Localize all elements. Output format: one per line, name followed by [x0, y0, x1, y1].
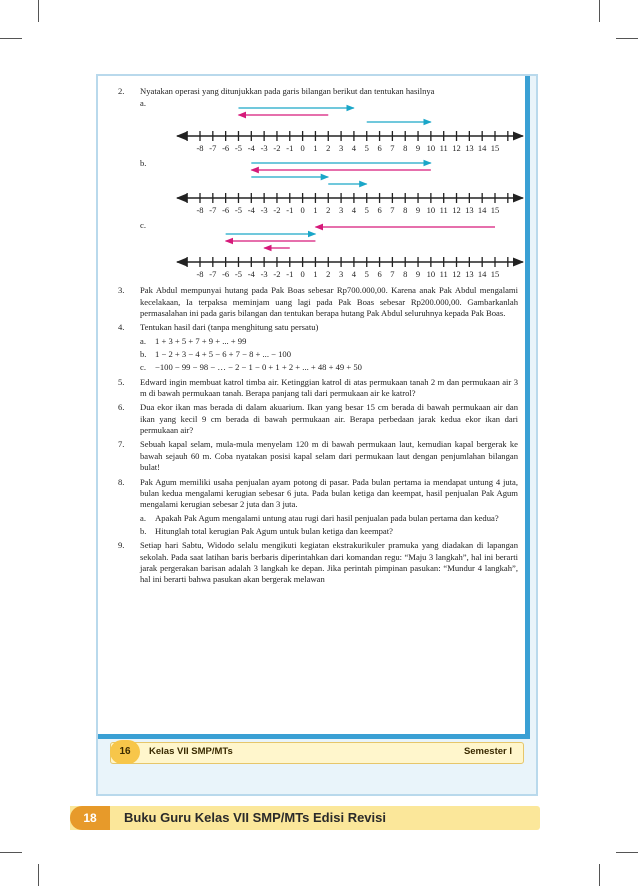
tick-label: 4: [351, 205, 357, 216]
tick-label: 0: [300, 269, 305, 280]
tick-label: 6: [377, 143, 382, 154]
tick-label: 15: [490, 269, 500, 280]
sub-text: Hitunglah total kerugian Pak Agum untuk bulan ketiga dan keempat?: [155, 525, 393, 536]
tick-label: 3: [338, 269, 344, 280]
sub-text: 1 − 2 + 3 − 4 + 5 − 6 + 7 − 8 + ... − 100: [155, 349, 292, 360]
tick-label: 7: [390, 205, 395, 216]
sub-text: 1 + 3 + 5 + 7 + 9 + ... + 99: [155, 335, 247, 346]
tick-label: 6: [377, 205, 382, 216]
question-text: Dua ekor ikan mas berada di dalam akuarium. Ikan yang besar 15 cm berada di bawah permukaan air dan ikan yang kecil 9 cm berada di bawah permukaan air. Berapa perbedaan jarak kedua ekor ikan dari permukaan air?: [140, 402, 518, 436]
tick-label: -5: [234, 143, 243, 154]
tick-label: -1: [286, 269, 294, 280]
question-3: [118, 285, 518, 319]
question-4: [118, 322, 518, 373]
number-line-svg: [155, 98, 535, 156]
sub-question: [140, 362, 518, 373]
tick-label: 8: [403, 269, 408, 280]
tick-label: 14: [477, 143, 487, 154]
question-number: 6.: [118, 402, 125, 413]
question-number: 7.: [118, 439, 125, 450]
tick-label: -1: [286, 143, 294, 154]
question-text: Tentukan hasil dari (tanpa menghitung satu persatu): [140, 322, 319, 333]
tick-label: 3: [338, 205, 344, 216]
sub-label: c.: [140, 362, 146, 373]
tick-label: -7: [209, 205, 217, 216]
question-text: Sebuah kapal selam, mula-mula menyelam 120 m di bawah permukaan laut, kemudian kapal bergerak ke bawah sejauh 60 m. Coba nyatakan posisi kapal selam dari permukaan laut dengan penjumlahan bilangan bulat!: [140, 439, 518, 473]
question-number: 4.: [118, 322, 125, 333]
tick-label: -8: [196, 205, 204, 216]
tick-label: 3: [338, 143, 344, 154]
tick-label: 2: [326, 269, 331, 280]
question-number: 9.: [118, 540, 125, 551]
question-number: 8.: [118, 476, 125, 487]
question-text: Pak Agum memiliki usaha penjualan ayam potong di pasar. Pada bulan pertama ia mendapat untung 4 juta, bulan kedua mengalami kerugian sebesar 6 juta. Pada bulan ketiga dan keempat, hasil penjualan Pak Agum mengalami kerugian sebesar 2 juta dan 3 juta.: [140, 476, 518, 510]
tick-label: -3: [260, 269, 268, 280]
question-9: [118, 540, 518, 585]
number-line-b: [140, 158, 518, 218]
tick-label: 9: [415, 205, 421, 216]
tick-label: 1: [313, 269, 318, 280]
tick-label: -6: [222, 205, 230, 216]
tick-label: -8: [196, 143, 204, 154]
question-6: [118, 402, 518, 436]
tick-label: -3: [260, 143, 268, 154]
tick-label: 8: [403, 143, 408, 154]
sub-label: a.: [140, 512, 146, 523]
tick-label: 5: [364, 205, 369, 216]
tick-label: -8: [196, 269, 204, 280]
tick-label: -5: [234, 269, 243, 280]
question-number: 5.: [118, 376, 125, 387]
sub-label: b.: [140, 525, 147, 536]
sub-label: b.: [140, 349, 147, 360]
sub-question: [140, 513, 518, 524]
tick-label: -3: [260, 205, 268, 216]
tick-label: 4: [351, 143, 357, 154]
tick-label: 9: [415, 269, 421, 280]
tick-label: 15: [490, 205, 500, 216]
tick-label: 7: [390, 269, 395, 280]
tick-label: 15: [490, 143, 500, 154]
tick-label: -2: [273, 205, 281, 216]
crop-mark: [599, 0, 600, 22]
tick-label: 11: [439, 269, 448, 280]
tick-label: 9: [415, 143, 421, 154]
crop-mark: [38, 864, 39, 886]
question-number: 3.: [118, 285, 125, 296]
question-8: [118, 477, 518, 538]
tick-label: 5: [364, 269, 369, 280]
tick-label: -6: [222, 269, 230, 280]
crop-mark: [0, 852, 22, 853]
tick-label: 5: [364, 143, 369, 154]
crop-mark: [0, 38, 22, 39]
number-line-a: [140, 98, 518, 156]
sub-label: a.: [140, 335, 146, 346]
tick-label: 6: [377, 269, 382, 280]
tick-label: 12: [452, 269, 461, 280]
tick-label: 7: [390, 143, 395, 154]
sub-text: −100 − 99 − 98 − … − 2 − 1 − 0 + 1 + 2 + ... + 48 + 49 + 50: [155, 362, 362, 373]
inner-page-number: 16: [110, 740, 140, 764]
tick-label: -2: [273, 269, 281, 280]
book-page-number: 18: [70, 806, 110, 830]
tick-label: 10: [426, 269, 436, 280]
tick-label: 4: [351, 269, 357, 280]
tick-label: -1: [286, 205, 294, 216]
tick-label: -5: [234, 205, 243, 216]
tick-label: 10: [426, 205, 436, 216]
question-text: Edward ingin membuat katrol timba air. Ketinggian katrol di atas permukaan tanah 2 m dan permukaan air 3 m di bawah permukaan tanah. Berapa panjang tali dari permukaan air ke katrol?: [140, 376, 518, 399]
inner-footer-semester: Semester I: [463, 746, 512, 757]
sub-question: [140, 336, 518, 347]
tick-label: 14: [477, 269, 487, 280]
crop-mark: [616, 852, 638, 853]
question-2: [118, 86, 518, 282]
book-title: Buku Guru Kelas VII SMP/MTs Edisi Revisi: [124, 810, 386, 825]
crop-mark: [599, 864, 600, 886]
sub-question: [140, 349, 518, 360]
sub-label: b.: [140, 158, 147, 169]
sub-label: a.: [140, 98, 146, 109]
tick-label: -4: [247, 205, 255, 216]
tick-label: 13: [465, 143, 474, 154]
tick-label: -2: [273, 143, 281, 154]
question-5: [118, 377, 518, 400]
tick-label: 8: [403, 205, 408, 216]
question-text: Nyatakan operasi yang ditunjukkan pada garis bilangan berikut dan tentukan hasilnya: [140, 86, 435, 96]
tick-label: 11: [439, 205, 448, 216]
tick-label: 0: [300, 205, 305, 216]
tick-label: 1: [313, 143, 318, 154]
number-line-c: [140, 220, 518, 282]
tick-label: 12: [452, 143, 461, 154]
crop-mark: [616, 38, 638, 39]
tick-label: 2: [326, 143, 331, 154]
question-text: Setiap hari Sabtu, Widodo selalu mengikuti kegiatan ekstrakurikuler pramuka yang diadakan di lapangan sekolah. Pada saat latihan baris berbaris diperintahkan dari komandan regu: “Maju 3 langkah”, hal ini berarti jarak pergerakan barisan adalah 3 langkah ke depan. Jika perintah pimpinan pasukan: “Mundur 4 langkah”, hal ini berarti bahwa pasukan akan bergerak melawan: [140, 540, 518, 585]
inner-footer-class: Kelas VII SMP/MTs: [149, 746, 233, 757]
tick-label: -6: [222, 143, 230, 154]
crop-mark: [38, 0, 39, 22]
question-number: 2.: [118, 86, 125, 96]
number-line-svg: [155, 220, 535, 282]
sub-text: Apakah Pak Agum mengalami untung atau rugi dari hasil penjualan pada bulan pertama dan kedua?: [155, 512, 499, 523]
tick-label: 11: [439, 143, 448, 154]
tick-label: 10: [426, 143, 436, 154]
sub-question: [140, 526, 518, 537]
tick-label: -7: [209, 143, 217, 154]
tick-label: -7: [209, 269, 217, 280]
tick-label: 1: [313, 205, 318, 216]
tick-label: -4: [247, 143, 255, 154]
exercise-content: [118, 86, 518, 589]
tick-label: 2: [326, 205, 331, 216]
tick-label: 0: [300, 143, 305, 154]
tick-label: -4: [247, 269, 255, 280]
number-line-svg: [155, 158, 535, 218]
tick-label: 13: [465, 205, 474, 216]
tick-label: 14: [477, 205, 487, 216]
tick-label: 13: [465, 269, 474, 280]
tick-label: 12: [452, 205, 461, 216]
question-text: Pak Abdul mempunyai hutang pada Pak Boas sebesar Rp700.000,00. Karena anak Pak Abdul mengalami kecelakaan, Ia terpaksa meminjam uang lagi pada Pak Boas sebesar Rp200.000,00. Gambarkanlah permasalahan ini pada garis bilangan dan tentukan berapa hutang Pak Abdul seluruhnya kepada Pak Boas.: [140, 285, 518, 319]
question-7: [118, 439, 518, 473]
sub-label: c.: [140, 220, 146, 231]
